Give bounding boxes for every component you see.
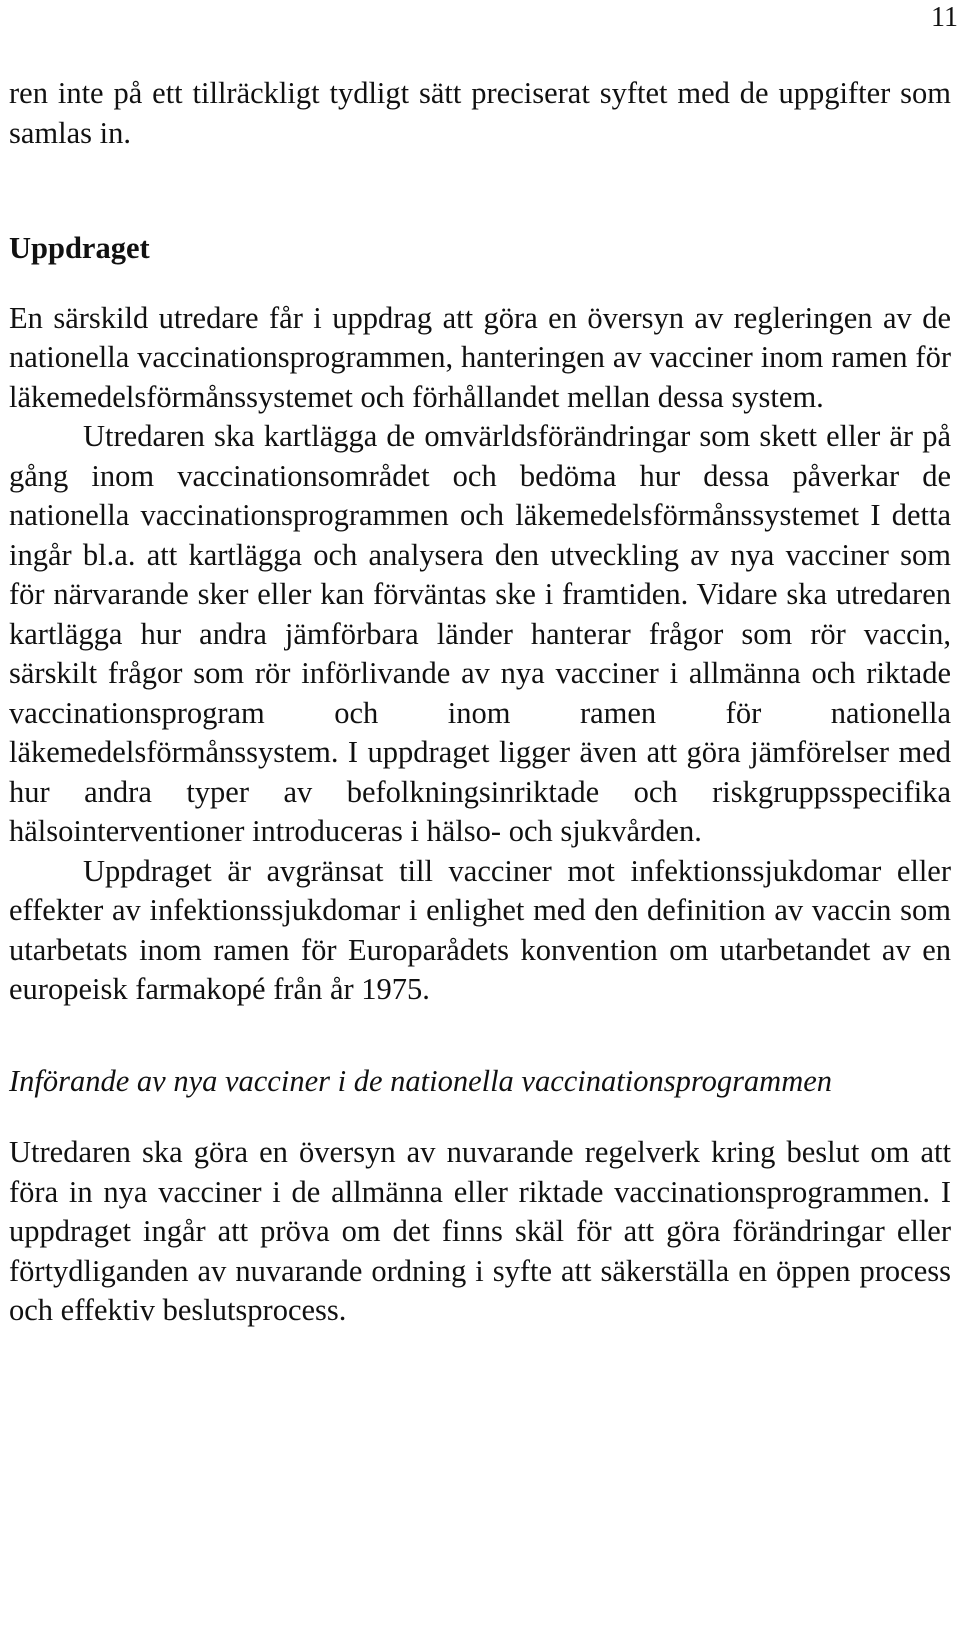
page-number: 11: [931, 2, 958, 33]
section2-paragraph-1: Utredaren ska göra en översyn av nuvarande regelverk kring beslut om att föra in nya vacciner i de allmänna eller riktade vaccinationsprogrammen. I uppdraget ingår att pröva om det finns skäl för att göra förändringar eller förtydliganden av nuvarande ordning i syfte att säkerställa en öppen process och effektiv beslutsprocess.: [9, 1135, 951, 1327]
section1-paragraph-2: Utredaren ska kartlägga de omvärldsförändringar som skett eller är på gång inom vaccinationsområdet och bedöma hur dessa påverkar de nationella vaccinationsprogrammen och läkemedelsförmånssystemet I detta ingår bl.a. att kartlägga och analysera den utveckling av nya vacciner som för närvarande sker eller kan förväntas ske i framtiden. Vidare ska utredaren kartlägga hur andra jämförbara länder hanterar frågor som rör vaccin, särskilt frågor som rör införlivande av nya vacciner i allmänna och riktade vaccinationsprogram och inom ramen för nationella läkemedelsförmånssystem. I uppdraget ligger även att göra jämförelser med hur andra typer av befolkningsinriktade och riskgruppsspecifika hälsointerventioner introduceras i hälso- och sjukvården.: [9, 419, 951, 848]
page-content: [9, 74, 951, 1331]
section1-paragraph-3: Uppdraget är avgränsat till vacciner mot infektionssjukdomar eller effekter av infektionssjukdomar i enlighet med den definition av vaccin som utarbetats inom ramen för Europarådets konvention om utarbetandet av en europeisk farmakopé från år 1975.: [9, 853, 951, 1006]
section-heading-uppdraget: Uppdraget: [9, 231, 150, 265]
intro-paragraph: ren inte på ett tillräckligt tydligt sätt preciserat syftet med de uppgifter som samlas in.: [9, 76, 951, 150]
section-heading-inforande: Införande av nya vacciner i de nationella vaccinationsprogrammen: [9, 1063, 833, 1098]
section1-paragraph-1: En särskild utredare får i uppdrag att göra en översyn av regleringen av de nationella vaccinationsprogrammen, hanteringen av vacciner inom ramen för läkemedelsförmånssystemet och förhållandet mellan dessa system.: [9, 300, 951, 414]
